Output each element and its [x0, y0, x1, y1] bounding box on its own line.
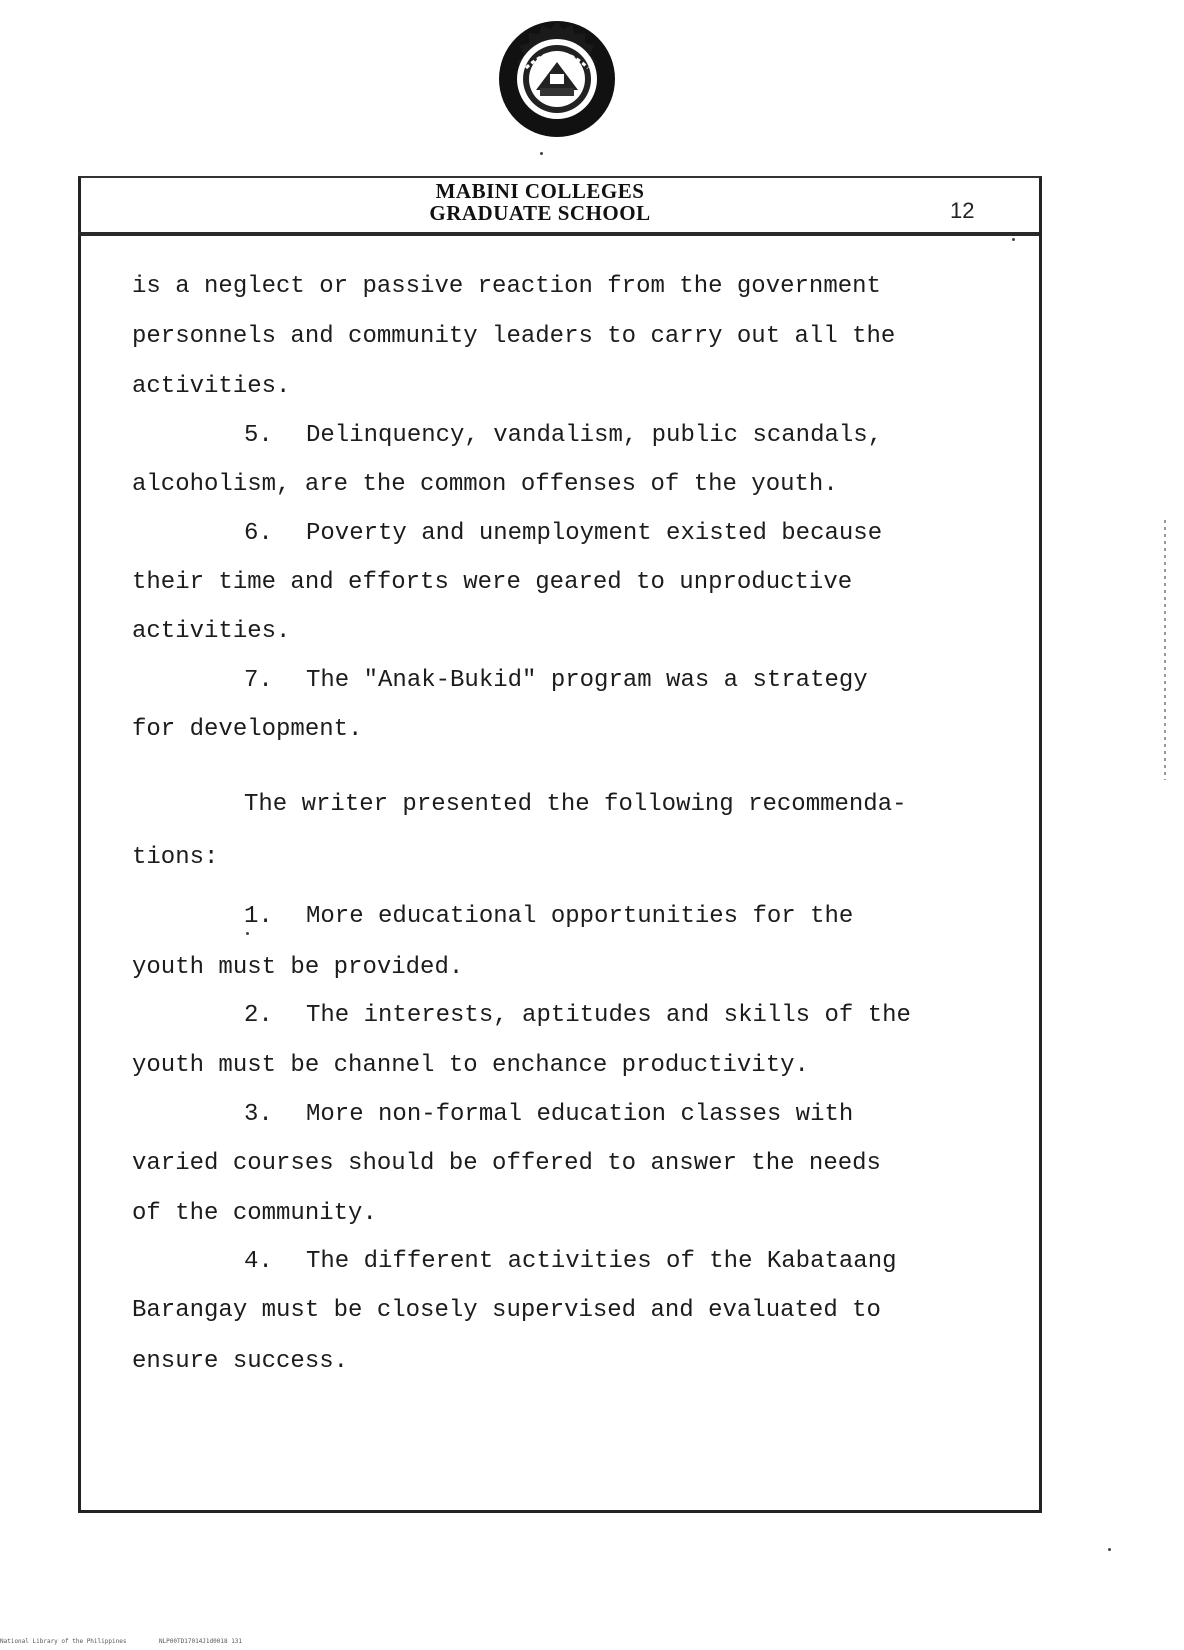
letterhead — [330, 180, 750, 224]
microfilm-caption — [0, 1638, 242, 1645]
body-line: alcoholism, are the common offenses of the youth. — [132, 471, 838, 498]
finding-item-5 — [244, 421, 882, 451]
body-line: is a neglect or passive reaction from the government — [132, 273, 881, 300]
item-text: Poverty and unemployment existed because — [306, 520, 883, 547]
scan-speck — [246, 932, 249, 935]
scan-speck — [1108, 1548, 1111, 1551]
recommendation-item-1 — [244, 902, 853, 932]
recommendation-item-2 — [244, 1001, 911, 1031]
school-name: GRADUATE SCHOOL — [429, 201, 651, 225]
item-number: 7. — [244, 667, 273, 694]
body-line: of the community. — [132, 1200, 377, 1227]
item-text: Delinquency, vandalism, public scandals, — [306, 422, 883, 449]
header-divider — [78, 232, 1039, 236]
body-line: ensure success. — [132, 1348, 349, 1375]
library-credit: National Library of the Philippines — [0, 1638, 127, 1645]
recommendation-item-3 — [244, 1100, 853, 1130]
item-text: More non-formal education classes with — [306, 1101, 854, 1128]
item-number: 1. — [244, 903, 273, 930]
item-text: The "Anak-Bukid" program was a strategy — [306, 667, 868, 694]
scan-speck — [1012, 238, 1015, 241]
body-line: youth must be channel to enchance productivity. — [132, 1052, 809, 1079]
item-number: 5. — [244, 422, 273, 449]
body-line: Barangay must be closely supervised and evaluated to — [132, 1297, 881, 1324]
finding-item-6 — [244, 519, 882, 549]
item-text: The interests, aptitudes and skills of the — [306, 1002, 911, 1029]
body-line: activities. — [132, 373, 291, 400]
item-number: 4. — [244, 1248, 273, 1275]
item-number: 3. — [244, 1101, 273, 1128]
item-text: The different activities of the Kabataang — [306, 1248, 897, 1275]
item-number: 6. — [244, 520, 273, 547]
scan-speck — [540, 152, 543, 155]
item-text: More educational opportunities for the — [306, 903, 854, 930]
body-line: varied courses should be offered to answer the needs — [132, 1150, 881, 1177]
film-reference: NLP00TD17014J1d0018 131 — [158, 1638, 243, 1645]
page-number: 12 — [950, 198, 975, 223]
body-line: activities. — [132, 618, 291, 645]
college-name: MABINI COLLEGES — [435, 179, 645, 203]
body-line: tions: — [132, 844, 219, 871]
college-seal-icon — [496, 18, 618, 140]
scan-margin-artifact — [1164, 520, 1166, 780]
recommendations-intro: The writer presented the following recommenda- — [244, 791, 907, 818]
body-line: personnels and community leaders to carry out all the — [132, 323, 896, 350]
body-line: their time and efforts were geared to unproductive — [132, 569, 853, 596]
finding-item-7 — [244, 666, 868, 696]
body-line: youth must be provided. — [132, 954, 464, 981]
item-number: 2. — [244, 1002, 273, 1029]
body-line: for development. — [132, 716, 363, 743]
recommendation-item-4 — [244, 1247, 897, 1277]
